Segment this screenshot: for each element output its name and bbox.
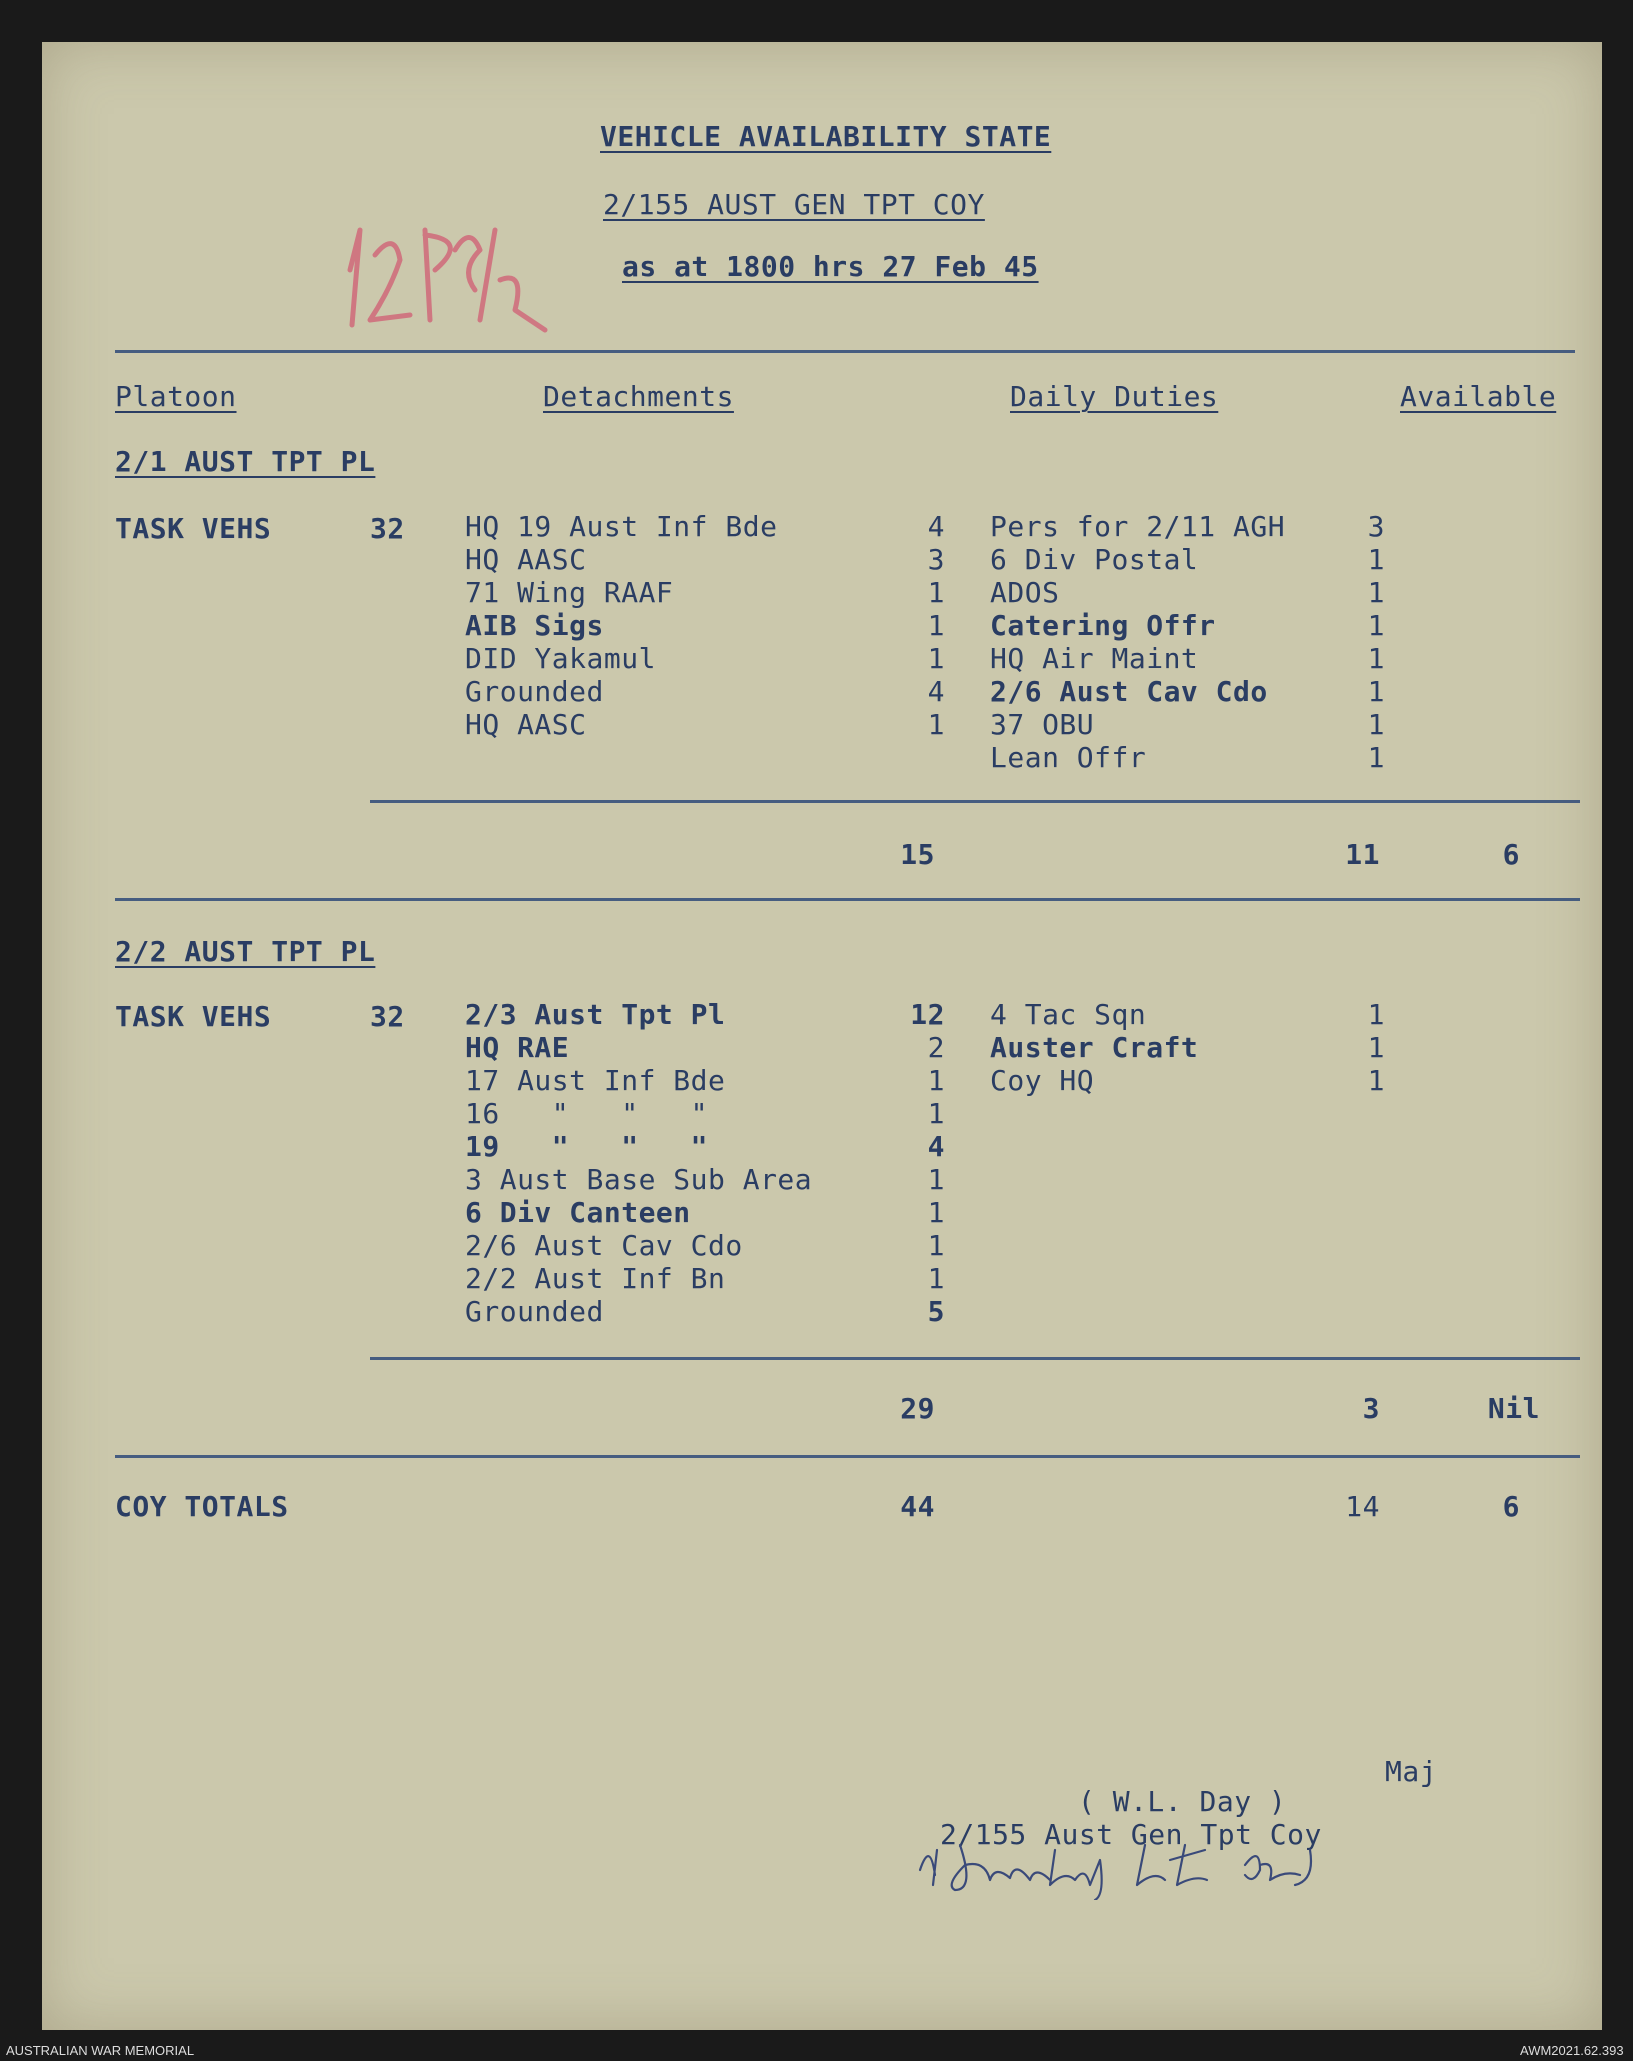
detachment-label: 16 " " " bbox=[465, 1097, 709, 1130]
duty-count: 1 bbox=[1367, 1064, 1385, 1097]
platoon-2-subtotal-rule bbox=[370, 1357, 1580, 1360]
platoon-1-name: 2/1 AUST TPT PL bbox=[115, 445, 376, 478]
duty-count: 1 bbox=[1367, 576, 1385, 609]
coy-total-detachments: 44 bbox=[900, 1490, 935, 1523]
signatory-rank: Maj bbox=[1385, 1755, 1438, 1788]
detachment-row bbox=[465, 1097, 945, 1130]
platoon-1-subtotal-rule bbox=[370, 800, 1580, 803]
duty-row bbox=[990, 675, 1385, 708]
duty-count: 1 bbox=[1367, 642, 1385, 675]
detachment-count: 12 bbox=[910, 998, 945, 1031]
duty-label: Catering Offr bbox=[990, 609, 1216, 642]
detachment-label: Grounded bbox=[465, 1295, 604, 1328]
detachment-count: 1 bbox=[927, 576, 945, 609]
detachment-label: HQ AASC bbox=[465, 543, 587, 576]
detachment-count: 1 bbox=[927, 642, 945, 675]
detachment-row bbox=[465, 675, 945, 708]
column-header-detachments: Detachments bbox=[543, 380, 734, 413]
header-rule bbox=[115, 350, 1575, 353]
column-header-available: Available bbox=[1400, 380, 1557, 413]
duty-count: 3 bbox=[1367, 510, 1385, 543]
detachment-row bbox=[465, 1262, 945, 1295]
platoon-2-name: 2/2 AUST TPT PL bbox=[115, 935, 376, 968]
detachment-label: HQ 19 Aust Inf Bde bbox=[465, 510, 778, 543]
duty-count: 1 bbox=[1367, 741, 1385, 774]
detachment-count: 5 bbox=[927, 1295, 945, 1328]
platoon-1-total-detachments: 15 bbox=[900, 838, 935, 871]
duty-label: Coy HQ bbox=[990, 1064, 1095, 1097]
duty-row bbox=[990, 642, 1385, 675]
coy-totals-label: COY TOTALS bbox=[115, 1490, 289, 1523]
platoon-2-detachments bbox=[465, 998, 945, 1328]
duty-count: 1 bbox=[1367, 1031, 1385, 1064]
detachment-label: HQ AASC bbox=[465, 708, 587, 741]
detachment-count: 1 bbox=[927, 1262, 945, 1295]
detachment-label: 71 Wing RAAF bbox=[465, 576, 674, 609]
detachment-count: 1 bbox=[927, 708, 945, 741]
document-title: VEHICLE AVAILABILITY STATE bbox=[600, 120, 1052, 153]
detachment-count: 4 bbox=[927, 510, 945, 543]
detachment-count: 1 bbox=[927, 1229, 945, 1262]
duty-row bbox=[990, 741, 1385, 774]
duty-label: Auster Craft bbox=[990, 1031, 1199, 1064]
duty-row bbox=[990, 576, 1385, 609]
duty-label: 2/6 Aust Cav Cdo bbox=[990, 675, 1268, 708]
detachment-label: Grounded bbox=[465, 675, 604, 708]
platoon-2-total-duties: 3 bbox=[1362, 1392, 1380, 1425]
detachment-label: 17 Aust Inf Bde bbox=[465, 1064, 726, 1097]
as-at-date: as at 1800 hrs 27 Feb 45 bbox=[622, 250, 1039, 283]
platoon-1-total-duties: 11 bbox=[1345, 838, 1380, 871]
detachment-count: 1 bbox=[927, 1163, 945, 1196]
detachment-row bbox=[465, 708, 945, 741]
duty-count: 1 bbox=[1367, 543, 1385, 576]
platoon-2-total-available: Nil bbox=[1487, 1392, 1540, 1425]
detachment-label: 3 Aust Base Sub Area bbox=[465, 1163, 813, 1196]
signatory-name: ( W.L. Day ) bbox=[1078, 1785, 1287, 1818]
detachment-count: 3 bbox=[927, 543, 945, 576]
column-header-platoon: Platoon bbox=[115, 380, 237, 413]
platoon-1-end-rule bbox=[115, 898, 1580, 901]
duty-label: HQ Air Maint bbox=[990, 642, 1199, 675]
platoon-1-total-available: 6 bbox=[1502, 838, 1520, 871]
platoon-2-task-count: 32 bbox=[370, 1000, 405, 1033]
platoon-1-task-label: TASK VEHS bbox=[115, 512, 272, 545]
platoon-2-daily-duties bbox=[990, 998, 1385, 1097]
detachment-label: AIB Sigs bbox=[465, 609, 604, 642]
detachment-row bbox=[465, 998, 945, 1031]
detachment-row bbox=[465, 510, 945, 543]
detachment-row bbox=[465, 1163, 945, 1196]
detachment-count: 4 bbox=[927, 675, 945, 708]
duty-label: Pers for 2/11 AGH bbox=[990, 510, 1286, 543]
detachment-row bbox=[465, 543, 945, 576]
detachment-label: HQ RAE bbox=[465, 1031, 570, 1064]
handwritten-signature bbox=[915, 1830, 1345, 1900]
platoon-1-task-count: 32 bbox=[370, 512, 405, 545]
platoon-1-detachments bbox=[465, 510, 945, 741]
archive-reference: AWM2021.62.393 bbox=[1520, 2043, 1624, 2058]
totals-rule bbox=[115, 1455, 1580, 1458]
duty-row bbox=[990, 998, 1385, 1031]
duty-row bbox=[990, 1064, 1385, 1097]
coy-total-duties: 14 bbox=[1345, 1490, 1380, 1523]
detachment-row bbox=[465, 576, 945, 609]
detachment-count: 4 bbox=[927, 1130, 945, 1163]
detachment-label: 19 " " " bbox=[465, 1130, 709, 1163]
duty-label: 4 Tac Sqn bbox=[990, 998, 1147, 1031]
detachment-count: 1 bbox=[927, 1097, 945, 1130]
duty-row bbox=[990, 543, 1385, 576]
unit-name: 2/155 AUST GEN TPT COY bbox=[603, 188, 985, 221]
duty-label: ADOS bbox=[990, 576, 1060, 609]
detachment-count: 2 bbox=[927, 1031, 945, 1064]
detachment-row bbox=[465, 1229, 945, 1262]
detachment-row bbox=[465, 1064, 945, 1097]
platoon-2-task-label: TASK VEHS bbox=[115, 1000, 272, 1033]
duty-count: 1 bbox=[1367, 609, 1385, 642]
detachment-count: 1 bbox=[927, 1064, 945, 1097]
handwritten-file-reference bbox=[330, 210, 570, 340]
duty-label: 37 OBU bbox=[990, 708, 1095, 741]
column-header-daily-duties: Daily Duties bbox=[1010, 380, 1219, 413]
duty-count: 1 bbox=[1367, 998, 1385, 1031]
detachment-label: DID Yakamul bbox=[465, 642, 656, 675]
signatory-unit: 2/155 Aust Gen Tpt Coy bbox=[940, 1818, 1322, 1851]
detachment-label: 2/6 Aust Cav Cdo bbox=[465, 1229, 743, 1262]
detachment-count: 1 bbox=[927, 609, 945, 642]
detachment-count: 1 bbox=[927, 1196, 945, 1229]
detachment-row bbox=[465, 642, 945, 675]
detachment-label: 2/3 Aust Tpt Pl bbox=[465, 998, 726, 1031]
duty-count: 1 bbox=[1367, 675, 1385, 708]
duty-label: Lean Offr bbox=[990, 741, 1147, 774]
detachment-row bbox=[465, 1031, 945, 1064]
detachment-row bbox=[465, 1295, 945, 1328]
duty-count: 1 bbox=[1367, 708, 1385, 741]
detachment-row bbox=[465, 609, 945, 642]
duty-label: 6 Div Postal bbox=[990, 543, 1199, 576]
platoon-1-daily-duties bbox=[990, 510, 1385, 774]
detachment-label: 6 Div Canteen bbox=[465, 1196, 691, 1229]
coy-total-available: 6 bbox=[1502, 1490, 1520, 1523]
archive-credit: AUSTRALIAN WAR MEMORIAL bbox=[6, 2043, 195, 2058]
duty-row bbox=[990, 609, 1385, 642]
detachment-label: 2/2 Aust Inf Bn bbox=[465, 1262, 726, 1295]
platoon-2-total-detachments: 29 bbox=[900, 1392, 935, 1425]
duty-row bbox=[990, 510, 1385, 543]
detachment-row bbox=[465, 1196, 945, 1229]
duty-row bbox=[990, 1031, 1385, 1064]
duty-row bbox=[990, 708, 1385, 741]
detachment-row bbox=[465, 1130, 945, 1163]
